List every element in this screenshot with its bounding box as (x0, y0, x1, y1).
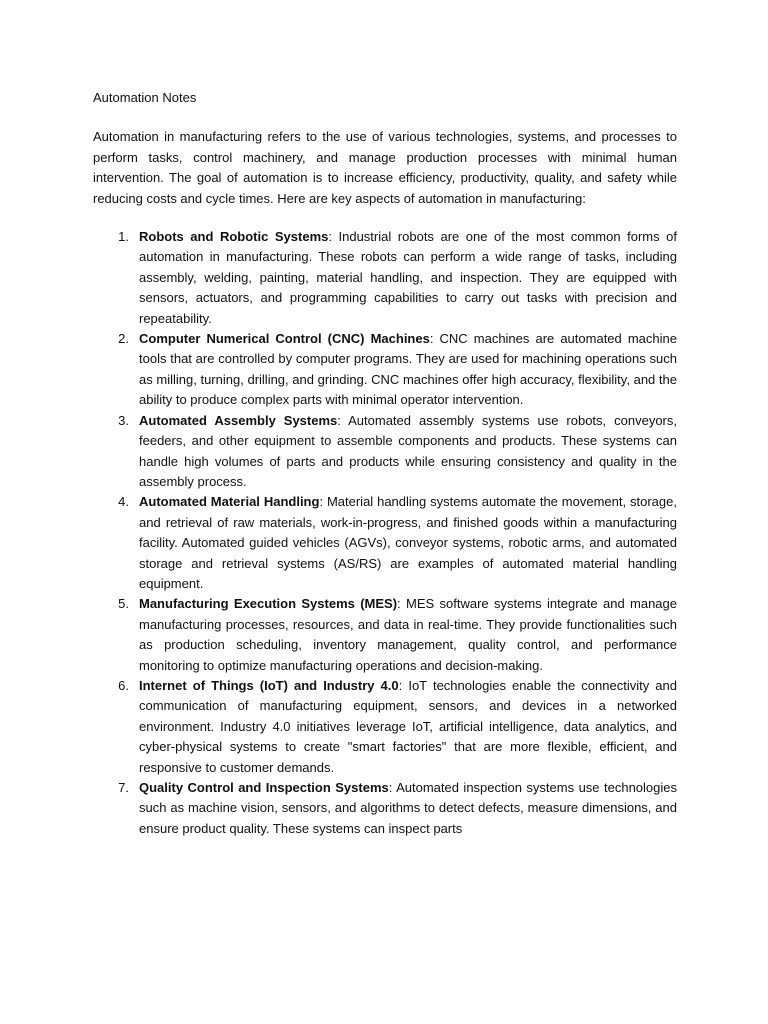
list-item-number: 4. (118, 494, 129, 510)
intro-paragraph: Automation in manufacturing refers to the use of various technologies, systems, and processes to perform tasks, control machinery, and manage production processes with minimal human intervention. The goal of automation is to increase efficiency, productivity, quality, and safety while reducing costs and cycle times. Here are key aspects of automation in manufacturing: (93, 129, 677, 206)
list-item (93, 594, 677, 676)
list-item-number: 7. (118, 780, 129, 795)
document-body (93, 88, 677, 839)
document-title: Automation Notes (93, 90, 197, 105)
aspects-list (93, 227, 677, 839)
list-item (93, 227, 677, 329)
list-item-text: : Material handling systems automate the movement, storage, and retrieval of raw materials, work-in-progress, and finished goods within a manufacturing facility. Automated guided vehicles (AGVs), conveyor systems, robotic arms, and automated storage and retrieval systems (AS/RS) are examples of automated material handling equipment. (139, 494, 677, 591)
list-item-term: Robots and Robotic Systems (139, 229, 329, 245)
list-item-term: Internet of Things (IoT) and Industry 4.0 (139, 677, 399, 693)
list-item-number: 1. (118, 229, 129, 245)
list-item-text: : Industrial robots are one of the most common forms of automation in manufacturing. These robots can perform a wide range of tasks, including assembly, welding, painting, material handling, and inspection. They are equipped with sensors, actuators, and programming capabilities to carry out tasks with precision and repeatability. (139, 229, 677, 326)
list-item-number: 5. (118, 596, 129, 612)
list-item-text: : Automated assembly systems use robots, conveyors, feeders, and other equipment to assemble components and products. These systems can handle high volumes of parts and products while ensuring consistency and quality in the assembly process. (139, 412, 677, 489)
list-item-term: Quality Control and Inspection Systems (139, 780, 389, 795)
list-item-number: 2. (118, 331, 129, 347)
list-item-text: : Automated inspection systems use technologies such as machine vision, sensors, and algorithms to detect defects, measure dimensions, and ensure product quality. These systems can inspect parts (139, 780, 677, 836)
list-item-number: 6. (118, 677, 129, 693)
list-item-term: Manufacturing Execution Systems (MES) (139, 596, 398, 612)
list-item-number: 3. (118, 412, 129, 428)
list-item-term: Automated Assembly Systems (139, 412, 338, 428)
list-item (93, 778, 677, 839)
list-item-text: : MES software systems integrate and manage manufacturing processes, resources, and data in real-time. They provide functionalities such as production scheduling, inventory management, quality control, and performance monitoring to optimize manufacturing operations and decision-making. (139, 596, 677, 673)
list-item (93, 492, 677, 594)
list-item (93, 329, 677, 411)
list-item-text: : CNC machines are automated machine tools that are controlled by computer programs. They are used for machining operations such as milling, turning, drilling, and grinding. CNC machines offer high accuracy, flexibility, and the ability to produce complex parts with minimal operator intervention. (139, 331, 677, 408)
list-item-term: Computer Numerical Control (CNC) Machines (139, 331, 430, 347)
list-item-term: Automated Material Handling (139, 494, 320, 510)
list-item-text: : IoT technologies enable the connectivity and communication of manufacturing equipment, sensors, and devices in a networked environment. Industry 4.0 initiatives leverage IoT, artificial intelligence, data analytics, and cyber-physical systems to create "smart factories" that are more flexible, efficient, and responsive to customer demands. (139, 677, 677, 775)
list-item (93, 411, 677, 493)
list-item (93, 676, 677, 778)
